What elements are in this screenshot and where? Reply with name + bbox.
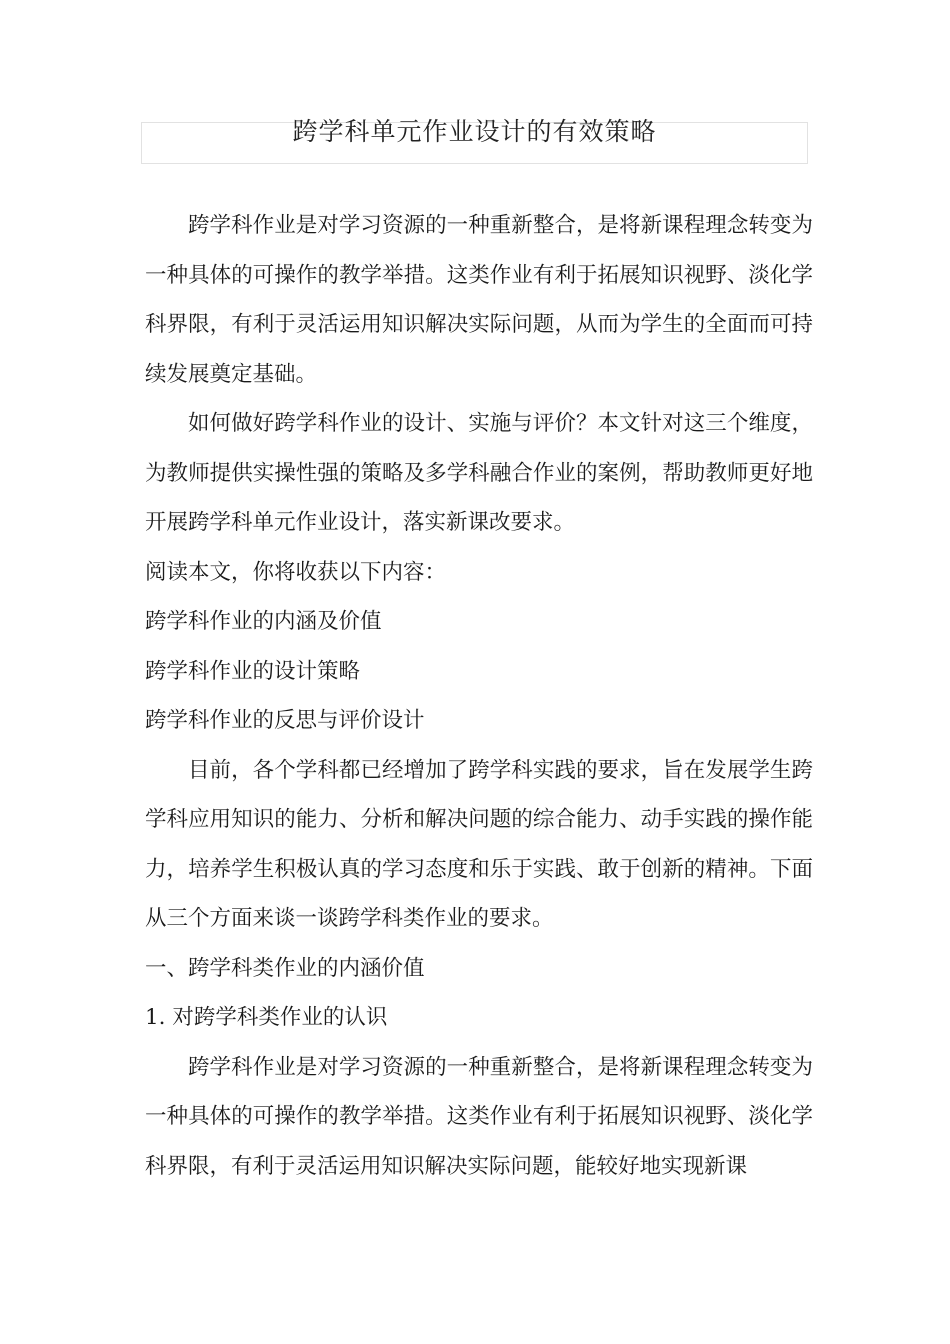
outline-item: 跨学科作业的内涵及价值 xyxy=(145,609,382,634)
reading-guide-line: 阅读本文，你将收获以下内容： xyxy=(145,559,447,585)
body-paragraph-definition: 跨学科作业是对学习资源的一种重新整合，是将新课程理念转变为一种具体的可操作的教学举措。这类作业有利于拓展知识视野、淡化学科界限，有利于灵活运用知识解决实际问题，能较好地实现新课 xyxy=(145,1054,813,1179)
body-paragraph-current: 目前，各个学科都已经增加了跨学科实践的要求，旨在发展学生跨学科应用知识的能力、分析和解决问题的综合能力、动手实践的操作能力，培养学生积极认真的学习态度和乐于实践、敢于创新的精神。下面从三个方面来谈一谈跨学科类作业的要求。 xyxy=(145,757,813,931)
body-paragraph-intro: 跨学科作业是对学习资源的一种重新整合，是将新课程理念转变为一种具体的可操作的教学举措。这类作业有利于拓展知识视野、淡化学科界限，有利于灵活运用知识解决实际问题，从而为学生的全面而可持续发展奠定基础。 xyxy=(145,213,813,387)
outline-item: 跨学科作业的反思与评价设计 xyxy=(145,708,425,733)
subsection-heading: 1. 对跨学科类作业的认识 xyxy=(145,1005,388,1030)
section-heading: 一、跨学科类作业的内涵价值 xyxy=(145,955,425,981)
document-body xyxy=(145,201,813,1191)
outline-item: 跨学科作业的设计策略 xyxy=(145,658,361,684)
document-title: 跨学科单元作业设计的有效策略 xyxy=(292,117,657,146)
body-paragraph-question: 如何做好跨学科作业的设计、实施与评价？本文针对这三个维度，为教师提供实操性强的策略及多学科融合作业的案例，帮助教师更好地开展跨学科单元作业设计，落实新课改要求。 xyxy=(145,411,813,535)
